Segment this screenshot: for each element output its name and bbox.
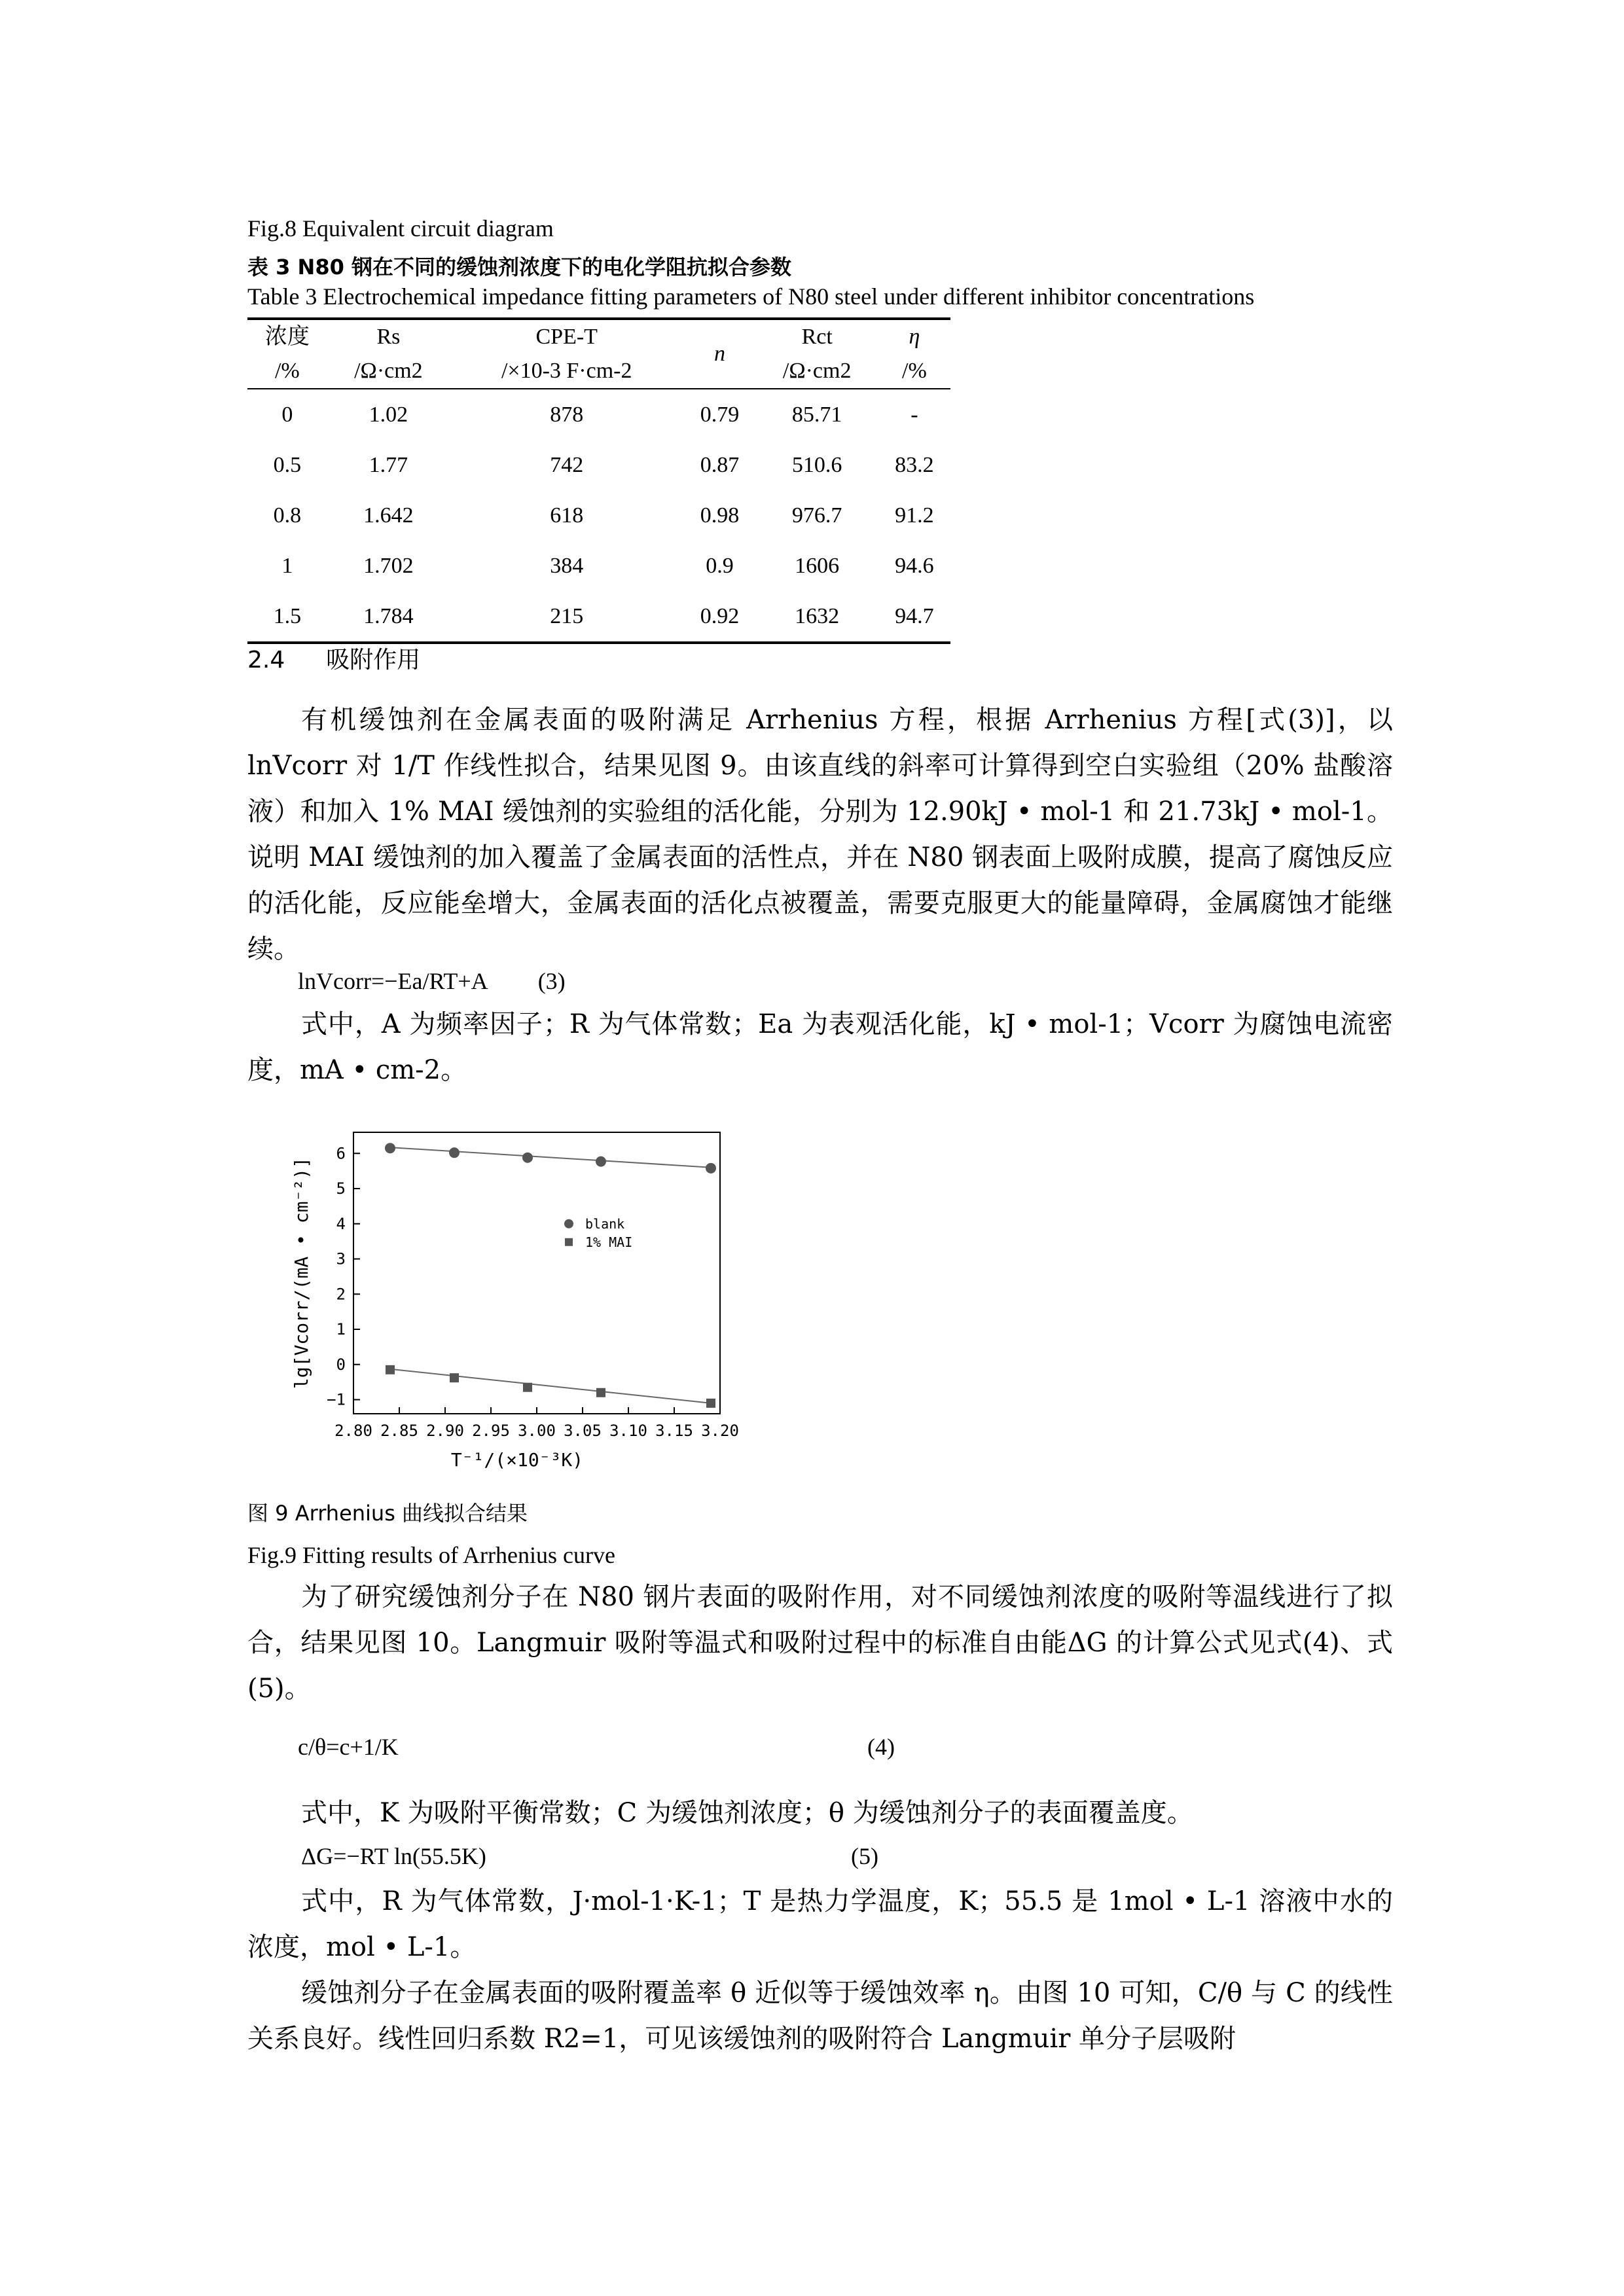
table-cell: 94.6 bbox=[895, 553, 934, 578]
x-tick-label: 2.90 bbox=[426, 1422, 464, 1440]
y-tick-label: 6 bbox=[336, 1144, 346, 1163]
table-row bbox=[247, 541, 950, 591]
fig9-caption-cn: 图 9 Arrhenius 曲线拟合结果 bbox=[247, 1501, 528, 1526]
paragraph-variables-5: 式中，R 为气体常数，J·mol-1·K-1；T 是热力学温度，K；55.5 是 1mol • L-1 溶液中水的浓度，mol • L-1。 bbox=[247, 1886, 1393, 1962]
paragraph-coverage: 缓蚀剂分子在金属表面的吸附覆盖率 θ 近似等于缓蚀效率 η。由图 10 可知，C/θ 与 C 的线性关系良好。线性回归系数 R2=1，可见该缓蚀剂的吸附符合 Langmuir 单分子层吸附 bbox=[247, 1978, 1393, 2054]
paragraph-arrhenius: 有机缓蚀剂在金属表面的吸附满足 Arrhenius 方程，根据 Arrhenius 方程[式(3)]，以 lnVcorr 对 1/T 作线性拟合，结果见图 9。由该直线的斜率可计算得到空白实验组（20% 盐酸溶液）和加入 1% MAI 缓蚀剂的实验组的活化能，分别为 12.90kJ • mol-1 和 21.73kJ • mol-1。说明 MAI 缓蚀剂的加入覆盖了金属表面的活性点，并在 N80 钢表面上吸附成膜，提高了腐蚀反应的活化能，反应能垒增大，金属表面的活化点被覆盖，需要克服更大的能量障碍，金属腐蚀才能继续。 bbox=[247, 705, 1393, 964]
table-cell: 384 bbox=[550, 553, 584, 578]
x-axis-label: T⁻¹/(×10⁻³K) bbox=[450, 1449, 584, 1471]
equation-text: c/θ=c+1/K bbox=[298, 1734, 399, 1760]
table-cell: 83.2 bbox=[895, 452, 934, 477]
table-cell: 1632 bbox=[756, 591, 878, 643]
legend-marker bbox=[564, 1219, 573, 1229]
data-point-circle bbox=[522, 1153, 533, 1163]
table-cell: 0.87 bbox=[700, 452, 740, 477]
paragraph-variables-3: 式中，A 为频率因子；R 为气体常数；Ea 为表观活化能，kJ • mol-1；Vcorr 为腐蚀电流密度，mA • cm-2。 bbox=[247, 1009, 1393, 1085]
table-header-unit: /Ω·cm2 bbox=[756, 354, 878, 389]
table-cell: 976.7 bbox=[791, 503, 842, 528]
table3-title-cn: 表 3 N80 钢在不同的缓蚀剂浓度下的电化学阻抗拟合参数 bbox=[247, 255, 792, 279]
x-tick-label: 2.85 bbox=[380, 1422, 418, 1440]
table-row bbox=[247, 591, 950, 643]
table-header-unit: /Ω·cm2 bbox=[327, 354, 450, 389]
table-cell: 1.5 bbox=[247, 591, 327, 643]
table-cell: 0.5 bbox=[273, 452, 302, 477]
x-tick-label: 2.95 bbox=[472, 1422, 510, 1440]
equation-text: lnVcorr=−Ea/RT+A bbox=[298, 968, 487, 994]
x-tick-label: 3.20 bbox=[701, 1422, 739, 1440]
equation-3 bbox=[298, 967, 566, 995]
table-row bbox=[247, 440, 950, 490]
arrhenius-chart bbox=[255, 1116, 753, 1489]
table3-title-en: Table 3 Electrochemical impedance fitting parameters of N80 steel under different inhibitor concentrations bbox=[247, 283, 1255, 310]
table-cell: 1.02 bbox=[369, 402, 408, 427]
table-cell: 85.71 bbox=[791, 402, 842, 427]
data-point-square bbox=[386, 1365, 395, 1374]
table-cell: 0 bbox=[281, 402, 293, 427]
table-header: n bbox=[683, 319, 755, 389]
x-tick-label: 3.05 bbox=[564, 1422, 602, 1440]
y-tick-label: 2 bbox=[336, 1285, 346, 1304]
table-cell: 510.6 bbox=[791, 452, 842, 477]
equation-number: (3) bbox=[537, 968, 566, 994]
y-tick-label: 3 bbox=[336, 1249, 346, 1268]
fig9-caption-en: Fig.9 Fitting results of Arrhenius curve bbox=[247, 1542, 615, 1568]
x-tick-label: 2.80 bbox=[334, 1422, 372, 1440]
y-tick-label: 0 bbox=[336, 1355, 346, 1374]
data-point-circle bbox=[385, 1143, 395, 1153]
equation-number: (4) bbox=[867, 1734, 895, 1760]
table-cell: 1.642 bbox=[363, 503, 414, 528]
y-tick-label: −1 bbox=[327, 1390, 346, 1409]
table-cell: 1 bbox=[281, 553, 293, 578]
x-tick-label: 3.15 bbox=[655, 1422, 693, 1440]
table3 bbox=[247, 317, 950, 644]
equation-number: (5) bbox=[851, 1843, 878, 1869]
data-point-square bbox=[596, 1388, 605, 1397]
table-header: 浓度 bbox=[247, 319, 327, 354]
data-point-square bbox=[523, 1383, 532, 1392]
table-cell: 618 bbox=[550, 503, 584, 528]
paragraph-langmuir: 为了研究缓蚀剂分子在 N80 钢片表面的吸附作用，对不同缓蚀剂浓度的吸附等温线进行了拟合，结果见图 10。Langmuir 吸附等温式和吸附过程中的标准自由能ΔG 的计算公式见式(4)、式(5)。 bbox=[247, 1582, 1393, 1704]
table-row bbox=[247, 389, 950, 440]
x-tick-label: 3.10 bbox=[609, 1422, 647, 1440]
data-point-circle bbox=[596, 1157, 606, 1167]
data-point-circle bbox=[449, 1147, 460, 1158]
fig8-caption: Fig.8 Equivalent circuit diagram bbox=[247, 215, 554, 242]
table-cell: 0.92 bbox=[683, 591, 755, 643]
table-cell: 1.784 bbox=[327, 591, 450, 643]
table-cell: 878 bbox=[550, 402, 584, 427]
table-cell: 215 bbox=[450, 591, 683, 643]
data-point-square bbox=[706, 1399, 715, 1408]
table-cell: 1606 bbox=[795, 553, 840, 578]
y-tick-label: 4 bbox=[336, 1214, 346, 1233]
section-heading bbox=[247, 641, 420, 675]
table-header-unit: /% bbox=[878, 354, 950, 389]
y-axis-label: lg[Vcorr/(mA • cm⁻²)] bbox=[291, 1157, 312, 1390]
table-cell: 1.77 bbox=[369, 452, 408, 477]
equation-4 bbox=[298, 1733, 399, 1761]
y-tick-label: 5 bbox=[336, 1179, 346, 1198]
legend-label: blank bbox=[585, 1215, 625, 1232]
paragraph-variables-4: 式中，K 为吸附平衡常数；C 为缓蚀剂浓度；θ 为缓蚀剂分子的表面覆盖度。 bbox=[301, 1798, 1193, 1828]
table-header-unit: /×10-3 F·cm-2 bbox=[450, 354, 683, 389]
x-tick-label: 3.00 bbox=[518, 1422, 556, 1440]
legend-label: 1% MAI bbox=[585, 1234, 633, 1250]
y-tick-label: 1 bbox=[336, 1320, 346, 1338]
table-header: CPE-T bbox=[450, 319, 683, 354]
table-cell: 0.98 bbox=[700, 503, 740, 528]
table-cell: 94.7 bbox=[878, 591, 950, 643]
table-cell: 0.9 bbox=[706, 553, 734, 578]
section-number: 2.4 bbox=[247, 647, 285, 673]
table-cell: 0.8 bbox=[273, 503, 302, 528]
table-header: Rs bbox=[327, 319, 450, 354]
equation-text: ΔG=−RT ln(55.5K) bbox=[301, 1843, 486, 1869]
table-header: η bbox=[878, 319, 950, 354]
fit-line bbox=[390, 1147, 711, 1168]
table-cell: 742 bbox=[550, 452, 584, 477]
equation-5 bbox=[301, 1842, 486, 1870]
table-header: Rct bbox=[756, 319, 878, 354]
table-cell: - bbox=[911, 402, 918, 427]
table-row bbox=[247, 490, 950, 541]
data-point-square bbox=[450, 1373, 459, 1382]
data-point-circle bbox=[706, 1163, 716, 1174]
legend-marker bbox=[565, 1238, 573, 1246]
fit-line bbox=[390, 1369, 711, 1403]
table-cell: 0.79 bbox=[700, 402, 740, 427]
section-title: 吸附作用 bbox=[326, 647, 421, 673]
table-cell: 1.702 bbox=[363, 553, 414, 578]
table-cell: 91.2 bbox=[895, 503, 934, 528]
table-header-unit: /% bbox=[247, 354, 327, 389]
